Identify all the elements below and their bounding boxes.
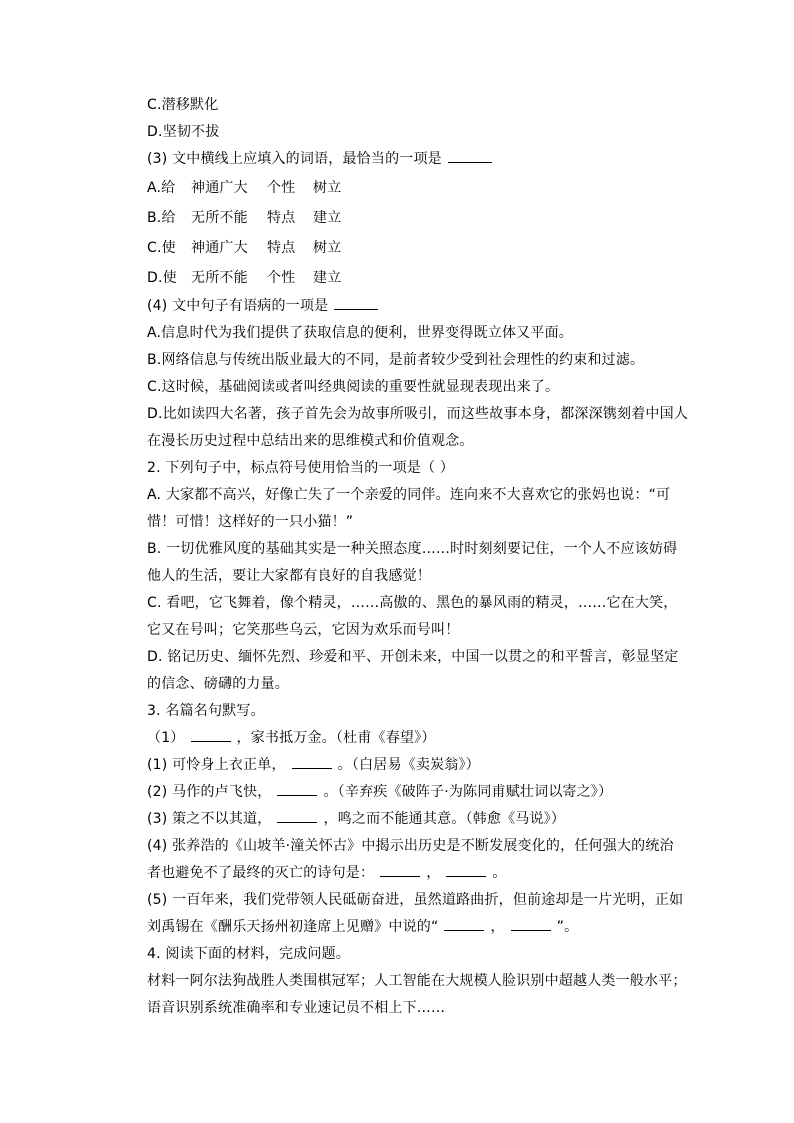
q1-sub4-option-a: A.信息时代为我们提供了获取信息的便利，世界变得既立体又平面。: [147, 325, 573, 341]
option-word-1: 无所不能: [191, 270, 248, 286]
q4-material1-line2: 语音识别系统准确率和专业速记员不相上下……: [147, 1000, 446, 1016]
q2-option-c-line1: C. 看吧，它飞舞着，像个精灵，……高傲的、黑色的暴风雨的精灵，……它在大笑，: [147, 595, 678, 611]
option-word-3: 树立: [313, 180, 342, 196]
q3-sentence-1: [147, 752, 707, 779]
option-letter: A.给: [147, 180, 176, 196]
q2-option-c-line2: 它又在号叫；它笑那些乌云，它因为欢乐而号叫！: [147, 622, 460, 638]
q1-sub3-prompt-text: (3) 文中横线上应填入的词语，最恰当的一项是: [147, 151, 442, 167]
q3-sentence-3: [147, 806, 707, 833]
q4-title: 4. 阅读下面的材料，完成问题。: [147, 946, 351, 962]
q2-option-a-line1: A. 大家都不高兴，好像亡失了一个亲爱的同伴。连向来不大喜欢它的张妈也说：“可: [147, 487, 671, 503]
option-letter: D.使: [147, 270, 177, 286]
option-letter: B.给: [147, 210, 176, 226]
answer-blank: [292, 752, 332, 769]
q3-s5-mid: ，: [490, 919, 505, 935]
option-word-2: 特点: [267, 240, 296, 256]
q2-option-d-line2: 的信念、磅礴的力量。: [147, 676, 289, 692]
q1-option-c: C.潜移默化: [147, 97, 219, 113]
q1-sub3-option-d: [147, 263, 707, 293]
q3-s0-pre: （1）: [147, 730, 185, 746]
q3-s0-post: ，家书抵万金。（杜甫《春望》）: [236, 730, 436, 746]
q3-s2-pre: (2) 马作的卢飞快，: [147, 784, 272, 800]
q3-s2-post: 。（辛弃疾《破阵子·为陈同甫赋壮词以寄之》）: [323, 784, 613, 800]
answer-blank: [277, 779, 317, 796]
q3-s1-post: 。（白居易《卖炭翁》）: [337, 757, 480, 773]
q3-s5-post: ”。: [556, 919, 579, 935]
answer-blank: [448, 146, 492, 163]
q2-option-b-line1: B. 一切优雅风度的基础其实是一种关照态度……时时刻刻要记住，一个人不应该妨碍: [147, 541, 678, 557]
q3-sentence-4-line2: [147, 860, 707, 887]
q3-s1-pre: (1) 可怜身上衣正单，: [147, 757, 286, 773]
q1-sub4-option-b: B.网络信息与传统出版业最大的不同，是前者较少受到社会理性的约束和过滤。: [147, 352, 645, 368]
q2-title: 2. 下列句子中，标点符号使用恰当的一项是（ ）: [147, 460, 455, 476]
answer-blank: [511, 914, 551, 931]
q3-s4-post: 。: [492, 865, 507, 881]
q1-sub4-option-d-line1: D.比如读四大名著，孩子首先会为故事所吸引，而这些故事本身，都深深镌刻着中国人: [147, 406, 689, 422]
q2-option-a-line2: 惜！可惜！这样好的一只小猫！”: [147, 514, 354, 530]
q3-sentence-5-line1: (5) 一百年来，我们党带领人民砥砺奋进，虽然道路曲折，但前途却是一片光明，正如: [147, 892, 684, 908]
q4-material1-line1: 材料一阿尔法狗战胜人类围棋冠军；人工智能在大规模人脸识别中超越人类一般水平；: [147, 973, 687, 989]
q1-sub3-option-c: [147, 233, 707, 263]
option-word-3: 建立: [313, 270, 342, 286]
option-word-1: 无所不能: [191, 210, 248, 226]
option-word-3: 建立: [313, 210, 342, 226]
answer-blank: [444, 914, 484, 931]
option-word-2: 特点: [267, 210, 296, 226]
q3-s4-pre: 者也避免不了最终的灭亡的诗句是：: [147, 865, 375, 881]
q1-sub3-prompt: [147, 146, 707, 173]
answer-blank: [446, 860, 486, 877]
q1-sub4-option-c: C.这时候，基础阅读或者叫经典阅读的重要性就显现表现出来了。: [147, 379, 560, 395]
answer-blank: [191, 725, 231, 742]
q1-sub4-option-d-line2: 在漫长历史过程中总结出来的思维模式和价值观念。: [147, 433, 474, 449]
q1-sub4-prompt-text: (4) 文中句子有语病的一项是: [147, 298, 329, 314]
q2-option-d-line1: D. 铭记历史、缅怀先烈、珍爱和平、开创未来，中国一以贯之的和平誓言，彰显坚定: [147, 649, 679, 665]
answer-blank: [277, 806, 317, 823]
q3-sentence-4-line1: (4) 张养浩的《山坡羊·潼关怀古》中揭示出历史是不断发展变化的，任何强大的统治: [147, 838, 674, 854]
option-word-1: 神通广大: [191, 240, 248, 256]
option-letter: C.使: [147, 240, 176, 256]
q1-sub3-option-a: [147, 173, 707, 203]
q1-option-d: D.坚韧不拔: [147, 124, 220, 140]
answer-blank: [380, 860, 420, 877]
option-word-3: 树立: [313, 240, 342, 256]
answer-blank: [334, 293, 378, 310]
option-word-2: 个性: [267, 180, 296, 196]
q3-s3-post: ，鸣之而不能通其意。（韩愈《马说》）: [323, 811, 566, 827]
q3-sentence-2: [147, 779, 707, 806]
q3-title: 3. 名篇名句默写。: [147, 703, 265, 719]
document-content: [147, 92, 707, 1022]
q3-s4-mid: ，: [426, 865, 441, 881]
q2-option-b-line2: 他人的生活，要让大家都有良好的自我感觉！: [147, 568, 431, 584]
q3-s5-pre: 刘禹锡在《酬乐天扬州初逢席上见赠》中说的“: [147, 919, 439, 935]
q1-sub3-option-b: [147, 203, 707, 233]
q3-s3-pre: (3) 策之不以其道，: [147, 811, 272, 827]
q3-sentence-0: [147, 725, 707, 752]
q1-sub4-prompt: [147, 293, 707, 320]
option-word-1: 神通广大: [191, 180, 248, 196]
option-word-2: 个性: [267, 270, 296, 286]
q3-sentence-5-line2: [147, 914, 707, 941]
